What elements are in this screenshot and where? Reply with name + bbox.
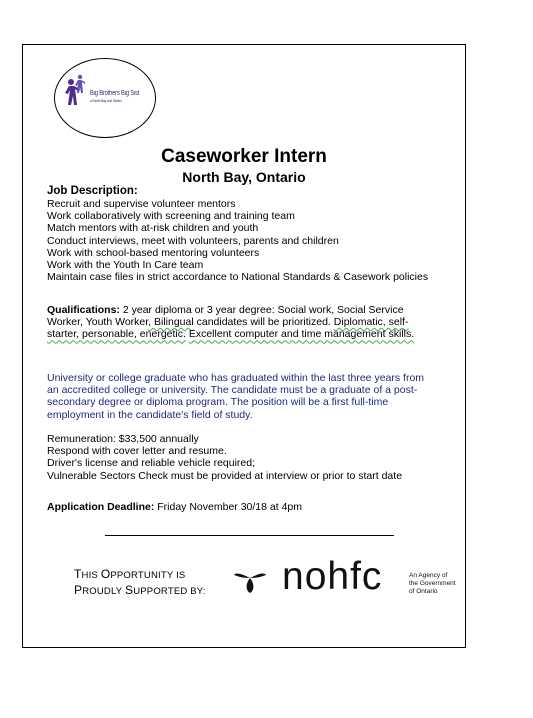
- logo-wordmark: [90, 90, 143, 103]
- qualifications-section: [47, 304, 447, 341]
- agency-line: of Ontario: [409, 588, 438, 595]
- support-text: PPORTUNITY IS: [110, 570, 186, 581]
- duty-item: Work collaboratively with screening and training team: [47, 210, 295, 223]
- job-location: North Bay, Ontario: [182, 169, 306, 185]
- support-text: HIS: [81, 570, 101, 581]
- job-description-heading: Job Description:: [47, 185, 138, 197]
- support-text: S: [124, 583, 134, 597]
- deadline-value: Friday November 30/18 at 4pm: [154, 501, 302, 513]
- support-statement: [74, 567, 206, 599]
- agency-line: An Agency of: [409, 572, 448, 579]
- qualifications-text: starter, personable, energetic.: [47, 328, 186, 341]
- duty-item: Work with the Youth In Care team: [47, 259, 204, 272]
- duty-item: Maintain case files in strict accordance to National Standards & Casework policies: [47, 271, 429, 284]
- agency-line: the Government: [409, 580, 456, 587]
- qualifications-text: Excellent computer and time management skills.: [188, 328, 415, 341]
- duty-item: Conduct interviews, meet with volunteers, parents and children: [47, 234, 339, 247]
- support-text: O: [100, 567, 111, 581]
- education-line: secondary degree or diploma program. The position will be a first full-time: [47, 396, 389, 409]
- detail-line: Driver's license and reliable vehicle required;: [47, 457, 256, 470]
- job-description-section: [47, 185, 447, 283]
- logo-name: Big Brothers Big Sist: [90, 90, 140, 97]
- support-text: P: [74, 583, 83, 597]
- duty-item: Recruit and supervise volunteer mentors: [47, 198, 236, 210]
- support-text: T: [74, 567, 82, 581]
- remuneration-line: Remuneration: $33,500 annually: [47, 433, 199, 445]
- support-text: ROUDLY: [82, 586, 125, 597]
- education-section: [47, 372, 447, 421]
- qualifications-text: candidates will be prioritized.: [193, 316, 334, 329]
- deadline-section: [47, 501, 447, 513]
- detail-line: Respond with cover letter and resume.: [47, 445, 227, 458]
- duty-item: Match mentors with at-risk children and youth: [47, 222, 259, 235]
- detail-line: Vulnerable Sectors Check must be provided at interview or prior to start date: [47, 469, 403, 482]
- logo-subline: of North Bay and District: [90, 98, 122, 103]
- agency-note: [409, 572, 456, 596]
- education-line: University or college graduate who has graduated within the last three years from: [47, 372, 425, 384]
- qualifications-text: Worker, Youth Worker: [47, 316, 149, 329]
- qualifications-label: Qualifications:: [47, 304, 120, 316]
- sponsor-wordmark: nohfc: [282, 555, 383, 598]
- details-section: [47, 433, 447, 482]
- duty-item: Work with school-based mentoring volunteers: [47, 246, 260, 259]
- deadline-label: Application Deadline:: [47, 501, 155, 513]
- page-title: Caseworker Intern: [161, 146, 327, 167]
- organization-logo: [54, 58, 156, 138]
- education-line: employment in the candidate's field of study.: [47, 408, 253, 421]
- qualifications-text: 2 year diploma or 3 year degree: Social work, Social Service: [119, 304, 404, 316]
- education-line: an accredited college or university. The candidate must be a graduate of a post-: [47, 384, 418, 397]
- qualifications-text: Diplomatic, self-: [333, 316, 409, 329]
- trillium-icon: [232, 562, 268, 594]
- qualifications-text: , Bilingual: [148, 316, 194, 329]
- support-text: UPPORTED BY:: [133, 586, 206, 597]
- divider: [105, 535, 394, 536]
